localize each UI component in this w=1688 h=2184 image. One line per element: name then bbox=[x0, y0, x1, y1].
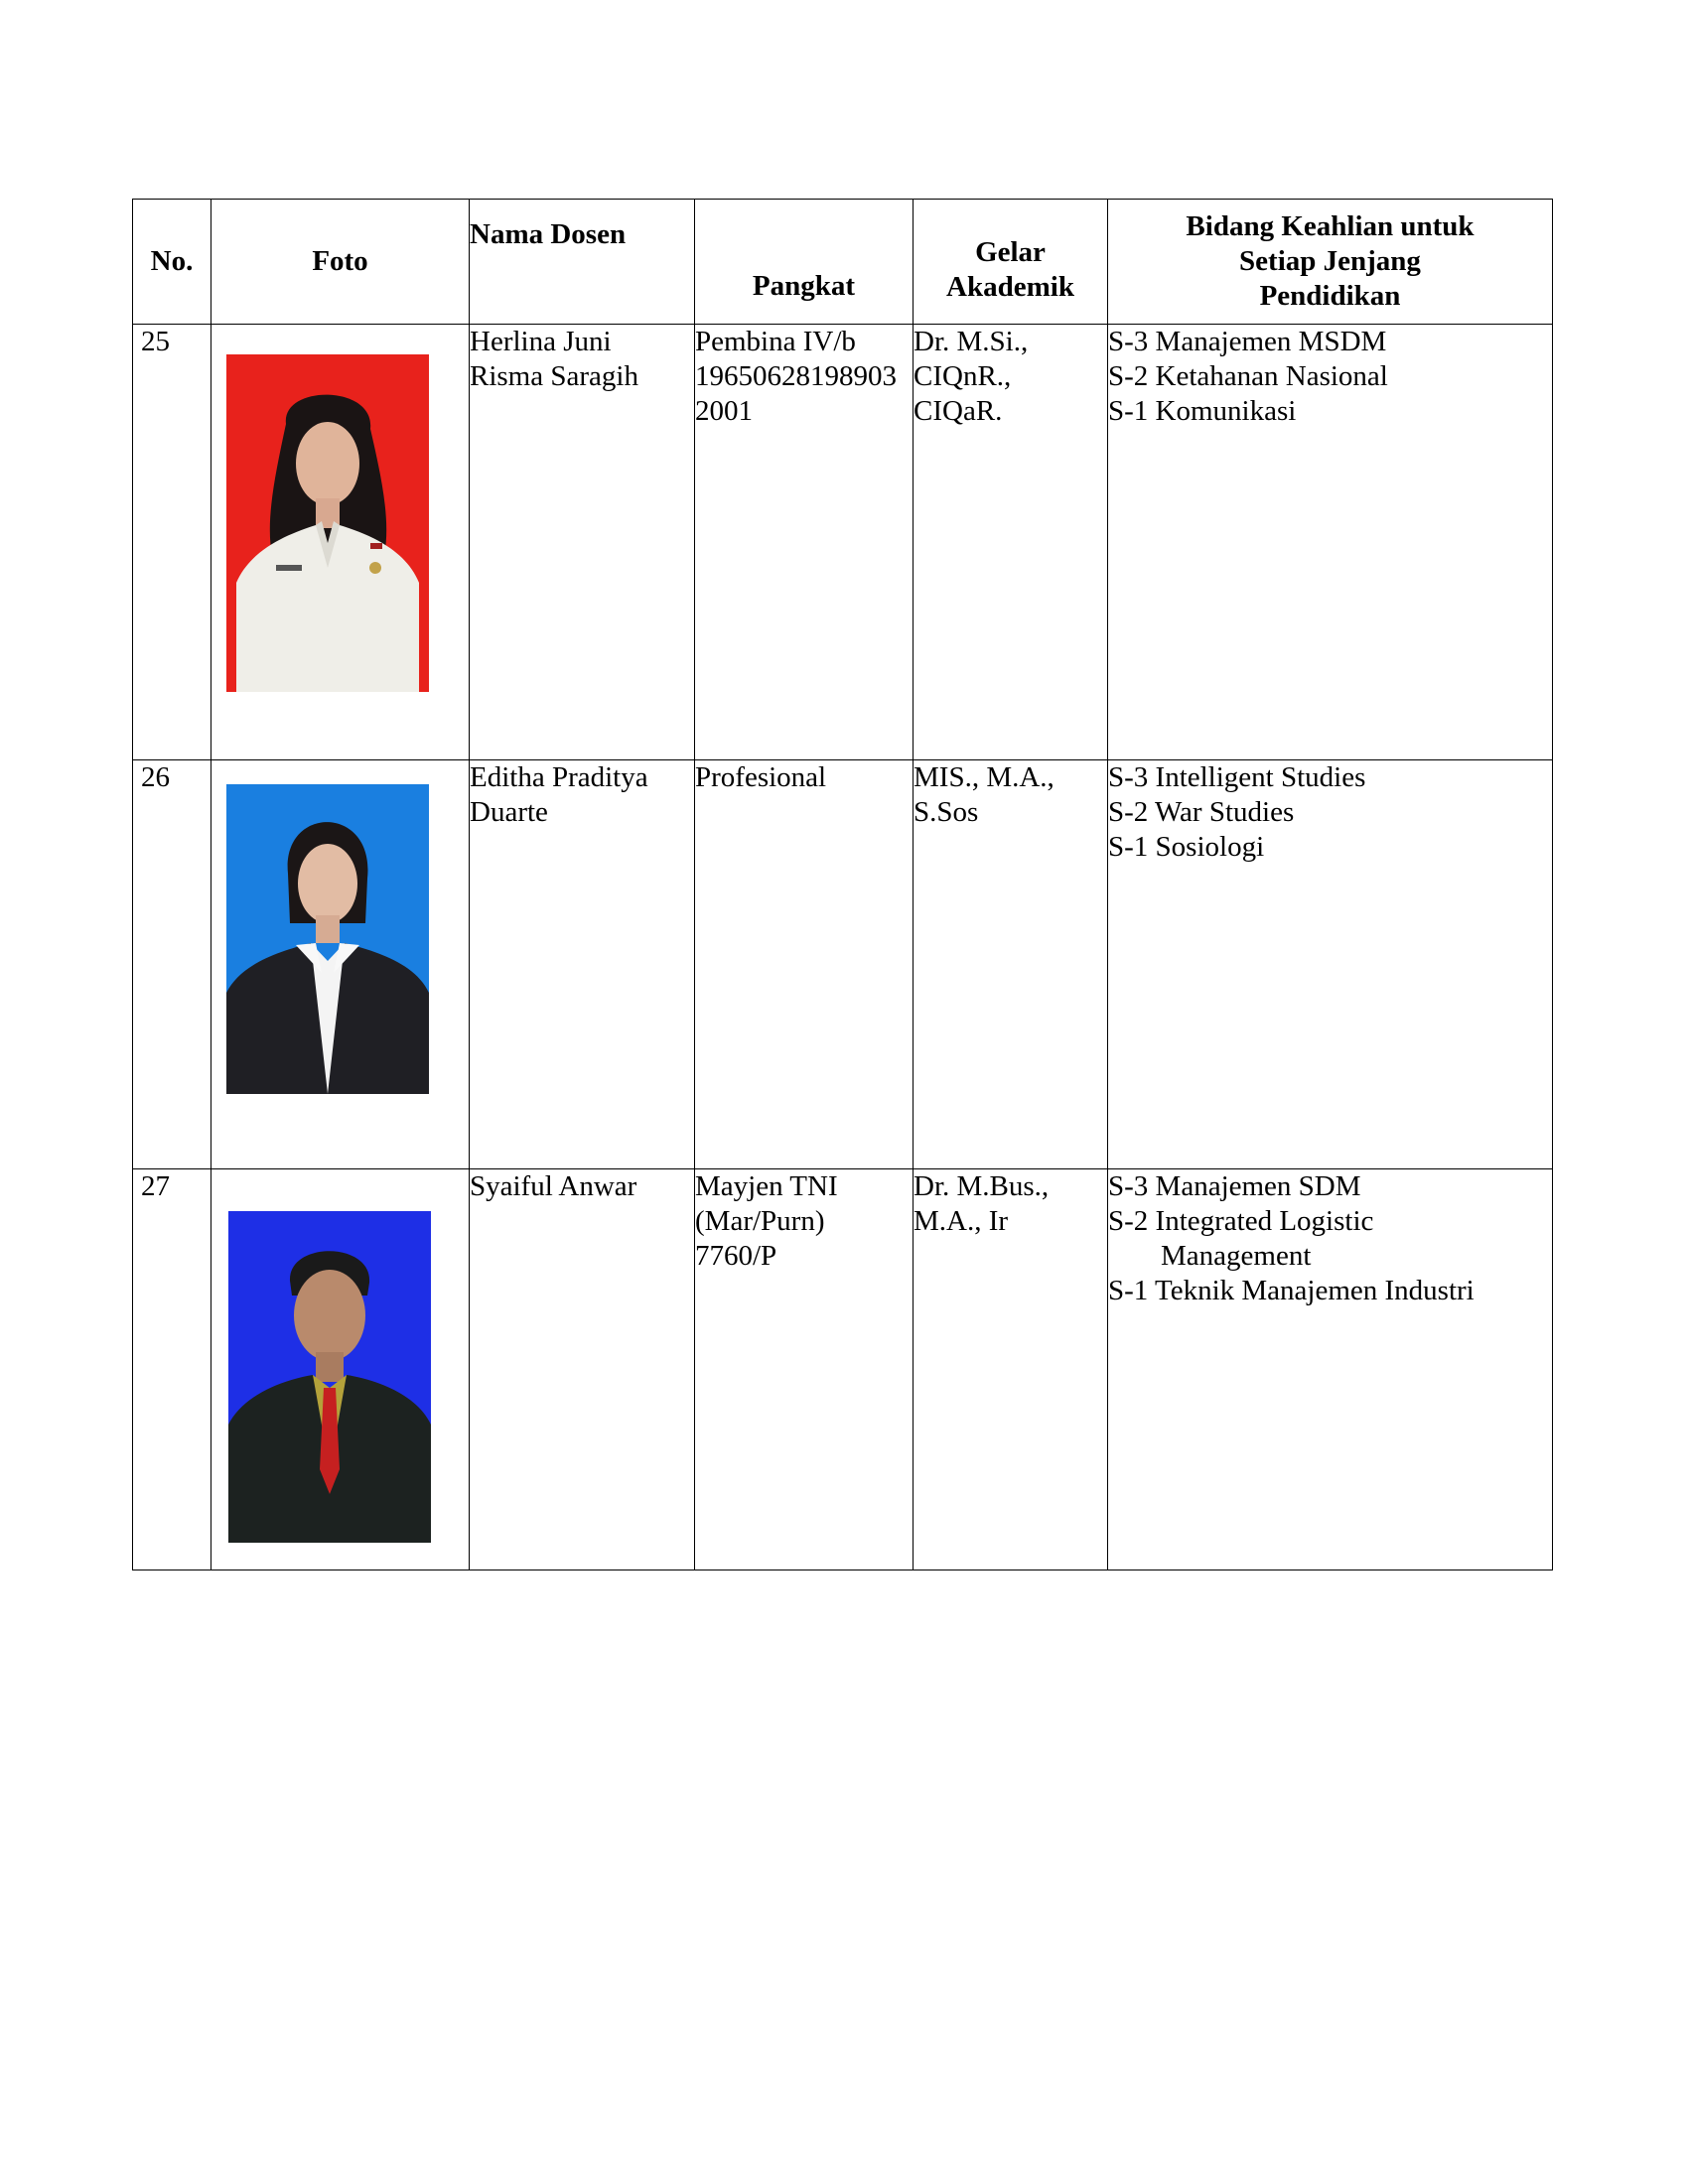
header-nama: Nama Dosen bbox=[470, 200, 695, 325]
header-bidang-line: Bidang Keahlian untuk bbox=[1186, 210, 1475, 242]
expertise-line: S-3 Intelligent Studies bbox=[1108, 761, 1366, 793]
expertise-field bbox=[1108, 1169, 1553, 1570]
degree-line: CIQaR. bbox=[914, 395, 1003, 427]
degree-line: Dr. M.Si., bbox=[914, 326, 1029, 357]
rank-line: Pembina IV/b bbox=[695, 326, 856, 357]
degree-line: M.A., Ir bbox=[914, 1205, 1009, 1237]
lecturer-name bbox=[470, 1169, 695, 1570]
lecturer-photo bbox=[228, 1211, 431, 1543]
header-gelar bbox=[914, 200, 1108, 325]
lecturer-photo bbox=[226, 354, 429, 692]
header-bidang bbox=[1108, 200, 1553, 325]
table-row bbox=[133, 325, 1553, 760]
name-line: Editha Praditya bbox=[470, 761, 648, 793]
rank-line: 7760/P bbox=[695, 1240, 777, 1272]
rank-line: Profesional bbox=[695, 761, 827, 793]
lecturer-table bbox=[132, 199, 1553, 1570]
expertise-line: S-2 Ketahanan Nasional bbox=[1108, 360, 1388, 392]
row-number: 26 bbox=[133, 760, 211, 1169]
expertise-line: S-3 Manajemen MSDM bbox=[1108, 326, 1387, 357]
portrait-image bbox=[226, 784, 429, 1094]
header-foto: Foto bbox=[211, 200, 470, 325]
name-line: Risma Saragih bbox=[470, 360, 638, 392]
name-line: Duarte bbox=[470, 796, 548, 828]
lecturer-name bbox=[470, 760, 695, 1169]
expertise-line: S-2 Integrated Logistic bbox=[1108, 1205, 1374, 1237]
photo-cell bbox=[211, 760, 470, 1169]
portrait-image bbox=[228, 1211, 431, 1543]
name-line: Herlina Juni bbox=[470, 326, 612, 357]
degree-line: Dr. M.Bus., bbox=[914, 1170, 1050, 1202]
expertise-line: S-1 Sosiologi bbox=[1108, 831, 1265, 863]
academic-degree bbox=[914, 760, 1108, 1169]
header-gelar-line: Gelar bbox=[975, 235, 1046, 268]
row-number: 27 bbox=[133, 1169, 211, 1570]
header-pangkat: Pangkat bbox=[695, 200, 914, 325]
lecturer-photo bbox=[226, 784, 429, 1094]
table-row bbox=[133, 760, 1553, 1169]
expertise-line: Management bbox=[1161, 1240, 1312, 1272]
expertise-field bbox=[1108, 325, 1553, 760]
header-row bbox=[133, 200, 1553, 325]
degree-line: S.Sos bbox=[914, 796, 979, 828]
photo-cell bbox=[211, 325, 470, 760]
lecturer-name bbox=[470, 325, 695, 760]
expertise-line: S-1 Teknik Manajemen Industri bbox=[1108, 1275, 1475, 1306]
rank-line: (Mar/Purn) bbox=[695, 1205, 825, 1237]
portrait-image bbox=[226, 354, 429, 692]
expertise-line: S-2 War Studies bbox=[1108, 796, 1295, 828]
photo-cell bbox=[211, 1169, 470, 1570]
lecturer-rank bbox=[695, 760, 914, 1169]
rank-line: 19650628198903 bbox=[695, 360, 897, 392]
expertise-field bbox=[1108, 760, 1553, 1169]
lecturer-rank bbox=[695, 1169, 914, 1570]
expertise-line: S-3 Manajemen SDM bbox=[1108, 1170, 1361, 1202]
header-bidang-line: Setiap Jenjang bbox=[1239, 245, 1421, 277]
academic-degree bbox=[914, 1169, 1108, 1570]
degree-line: MIS., M.A., bbox=[914, 761, 1055, 793]
header-bidang-line: Pendidikan bbox=[1259, 280, 1401, 312]
rank-line: Mayjen TNI bbox=[695, 1170, 838, 1202]
name-line: Syaiful Anwar bbox=[470, 1170, 637, 1202]
lecturer-rank bbox=[695, 325, 914, 760]
header-gelar-line: Akademik bbox=[946, 270, 1074, 303]
rank-line: 2001 bbox=[695, 395, 753, 427]
degree-line: CIQnR., bbox=[914, 360, 1012, 392]
row-number: 25 bbox=[133, 325, 211, 760]
header-no: No. bbox=[133, 200, 211, 325]
table-row bbox=[133, 1169, 1553, 1570]
academic-degree bbox=[914, 325, 1108, 760]
expertise-line: S-1 Komunikasi bbox=[1108, 395, 1297, 427]
